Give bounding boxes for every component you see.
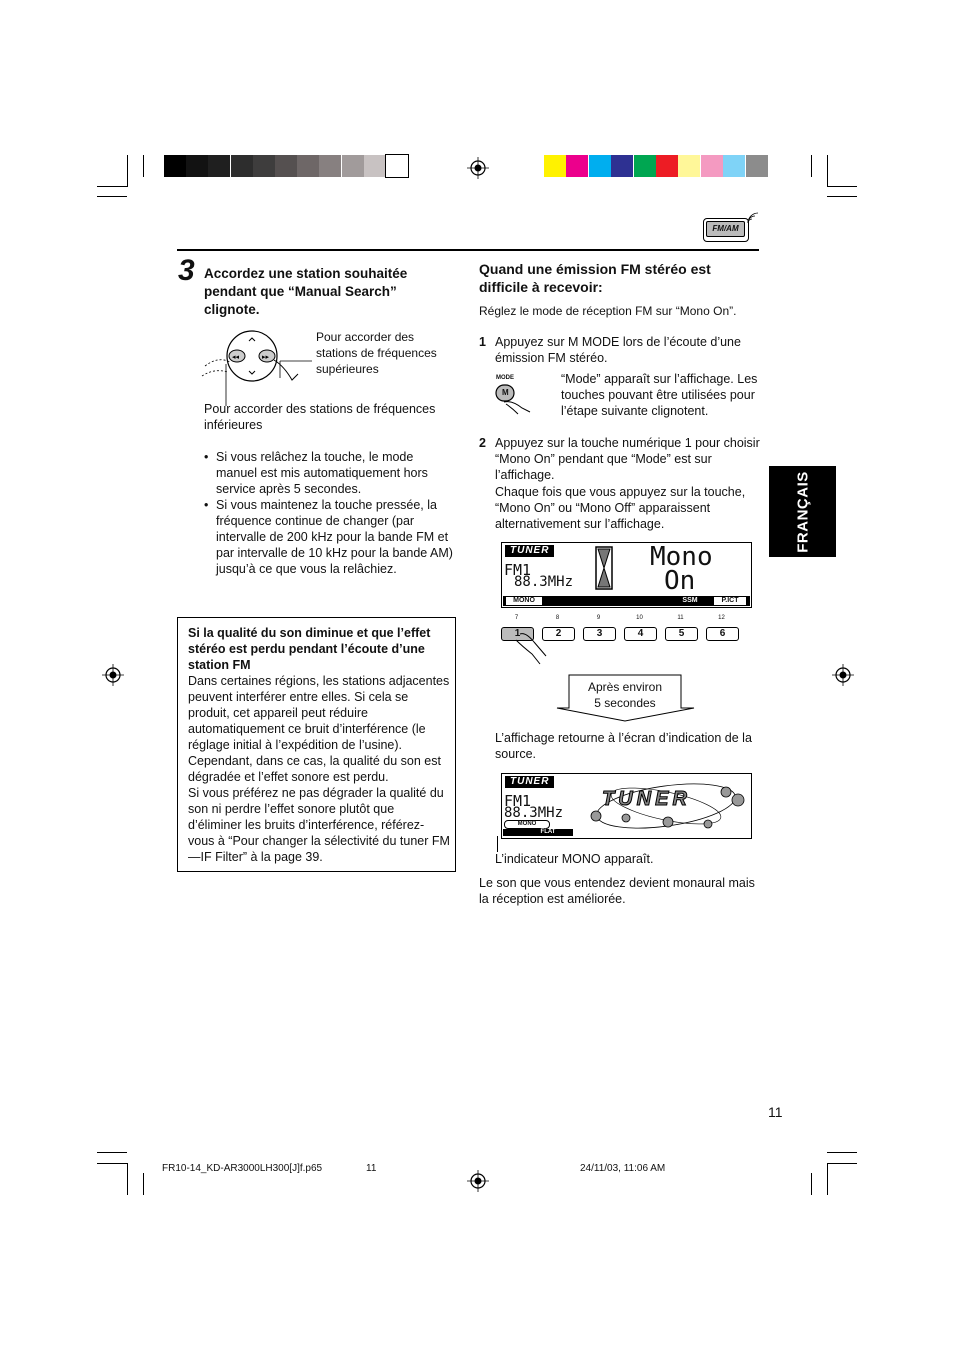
tuner-logo-text: TUNER xyxy=(602,788,691,810)
lcd-softkey-ssm: SSM xyxy=(682,597,698,604)
gray-swatch xyxy=(231,155,253,177)
footer-date: 24/11/03, 11:06 AM xyxy=(580,1163,666,1174)
preset-alt-number: 12 xyxy=(718,615,725,621)
gray-swatch xyxy=(186,155,208,177)
color-swatch xyxy=(746,155,768,177)
intro-text: Réglez le mode de réception FM sur “Mono On”. xyxy=(479,304,737,318)
lcd-softkey-mono: MONO xyxy=(506,597,542,605)
indicator-leader-line xyxy=(497,836,498,852)
step-number: 3 xyxy=(178,254,195,287)
callout-down: Pour accorder des stations de fréquences inférieures xyxy=(204,402,436,432)
registration-mark-top-icon xyxy=(467,157,489,179)
lcd-frequency: 88.3MHz xyxy=(514,574,574,590)
lcd-display-source xyxy=(501,773,752,839)
indicator-text: L’indicateur MONO apparaît. xyxy=(495,852,654,866)
signal-waves-icon xyxy=(746,211,760,225)
registration-mark-bottom-icon xyxy=(467,1170,489,1192)
list-item: • Si vous maintenez la touche pressée, la fréquence continue de changer (par intervalle de 200 kHz pour la bande FM et par intervalle de 10 kHz pour la bande AM) jusqu’à ce que vous la relâchiez. xyxy=(204,497,456,577)
step-title: Accordez une station souhaitée pendant que “Manual Search” clignote. xyxy=(204,266,408,317)
color-swatch xyxy=(611,155,633,177)
gray-swatch xyxy=(319,155,341,177)
tuning-buttons-illustration-icon xyxy=(200,328,312,406)
page-number: 11 xyxy=(768,1104,783,1120)
color-swatch xyxy=(589,155,611,177)
preset-alt-number: 7 xyxy=(514,615,519,621)
language-tab xyxy=(769,466,836,557)
preset-button-6[interactable]: 6 xyxy=(706,627,739,641)
preset-button-1[interactable]: 1 xyxy=(501,627,534,641)
footer-page: 11 xyxy=(366,1163,377,1174)
preset-alt-number: 8 xyxy=(555,615,560,621)
preset-button-5[interactable]: 5 xyxy=(665,627,698,641)
conclusion-text: Le son que vous entendez devient monaural mais la réception est améliorée. xyxy=(479,876,755,906)
arrow-text-line-1: Après environ xyxy=(587,680,663,694)
registration-mark-right-icon xyxy=(832,664,854,686)
bullet-list xyxy=(204,449,456,577)
preset-alt-number: 9 xyxy=(596,615,601,621)
mode-button-press-icon xyxy=(492,382,538,416)
color-swatch xyxy=(723,155,745,177)
color-swatch xyxy=(544,155,566,177)
mode-label: MODE xyxy=(496,375,514,381)
note-box xyxy=(177,617,456,872)
color-swatch xyxy=(678,155,700,177)
preset-alt-number: 10 xyxy=(636,615,643,621)
flat-indicator: FLAT xyxy=(540,829,556,835)
lcd-source-tag: TUNER xyxy=(505,545,554,557)
finger-press-icon xyxy=(512,630,558,666)
color-swatch xyxy=(634,155,656,177)
header-rule xyxy=(177,249,759,251)
lcd-frequency: 88.3MHz xyxy=(504,805,564,821)
lcd-big-line-2: On xyxy=(664,566,696,596)
gray-swatch xyxy=(364,155,386,177)
step-1-note: “Mode” apparaît sur l’affichage. Les touches pouvant être utilisées pour l’étape suivante clignotent. xyxy=(561,372,758,418)
lcd-band: FM1 xyxy=(504,792,532,810)
arrow-text-line-2: 5 secondes xyxy=(594,696,656,710)
section-heading: Quand une émission FM stéréo est difficile à recevoir: xyxy=(479,261,711,295)
step-2-text-a: Appuyez sur la touche numérique 1 pour choisir “Mono On” pendant que “Mode” est sur l’affichage. xyxy=(495,436,760,482)
lcd-source-tag: TUNER xyxy=(505,776,554,788)
preset-button-3[interactable]: 3 xyxy=(583,627,616,641)
footer-file-name: FR10-14_KD-AR3000LH300[J]f.p65 xyxy=(162,1163,323,1174)
lcd-softkey-pict: P.ICT xyxy=(714,597,746,605)
note-title: Si la qualité du son diminue et que l’effet stéréo est perdu pendant l’écoute d’une station FM xyxy=(188,626,431,672)
gray-swatch xyxy=(275,155,297,177)
return-text: L’affichage retourne à l’écran d’indication de la source. xyxy=(495,731,752,761)
mode-key-label: M xyxy=(502,388,509,397)
gray-swatch xyxy=(297,155,319,177)
registration-mark-left-icon xyxy=(102,664,124,686)
hourglass-icon xyxy=(595,546,613,590)
gray-swatch xyxy=(208,155,230,177)
color-swatch xyxy=(566,155,588,177)
lcd-big-line-1: Mono xyxy=(650,542,713,572)
mono-indicator: MONO xyxy=(504,820,550,829)
svg-text:▸▸: ▸▸ xyxy=(262,353,270,361)
gray-swatch xyxy=(164,155,186,177)
list-item: • Si vous relâchez la touche, le mode manuel est mis automatiquement hors service après 5 secondes. xyxy=(204,449,456,497)
preset-alt-number: 11 xyxy=(677,615,684,621)
gray-swatch xyxy=(253,155,275,177)
note-paragraph-2: Si vous préférez ne pas dégrader la qualité du son ni perdre l’effet sonore plutôt que d’éliminer les bruits d’interférence, référez-vous à “Pour changer la sélectivité du tuner FM—IF Filter” à la page 39. xyxy=(188,786,450,864)
step-1-text: Appuyez sur M MODE lors de l’écoute d’une émission FM stéréo. xyxy=(495,335,741,365)
fm-am-badge-icon xyxy=(703,218,749,242)
lcd-display-mono-on xyxy=(501,542,752,608)
preset-button-4[interactable]: 4 xyxy=(624,627,657,641)
callout-up: Pour accorder des stations de fréquences supérieures xyxy=(316,330,437,376)
step-2-number: 2 xyxy=(479,436,486,450)
gray-swatch xyxy=(386,155,408,177)
svg-text:◂◂: ◂◂ xyxy=(232,353,240,361)
color-swatch xyxy=(701,155,723,177)
color-swatch xyxy=(656,155,678,177)
gray-swatch xyxy=(342,155,364,177)
preset-button-2[interactable]: 2 xyxy=(542,627,575,641)
step-1-number: 1 xyxy=(479,335,486,349)
step-2-text-b: Chaque fois que vous appuyez sur la touche, “Mono On” ou “Mono Off” apparaissent alternativement sur l’affichage. xyxy=(495,485,746,531)
note-paragraph-1: Dans certaines régions, les stations adjacentes peuvent interférer entre elles. Si cela se produit, cet appareil peut réduire automatiquement ce bruit d’interférence (le réglage initial à l’expédition de l’usine). Cependant, dans ce cas, la qualité du son est dégradée et l’effet sonore est perdu. xyxy=(188,674,450,784)
fm-am-badge-label: FM/AM xyxy=(706,221,745,237)
language-tab-label: FRANÇAIS xyxy=(794,470,811,553)
lcd-band: FM1 xyxy=(504,561,532,579)
